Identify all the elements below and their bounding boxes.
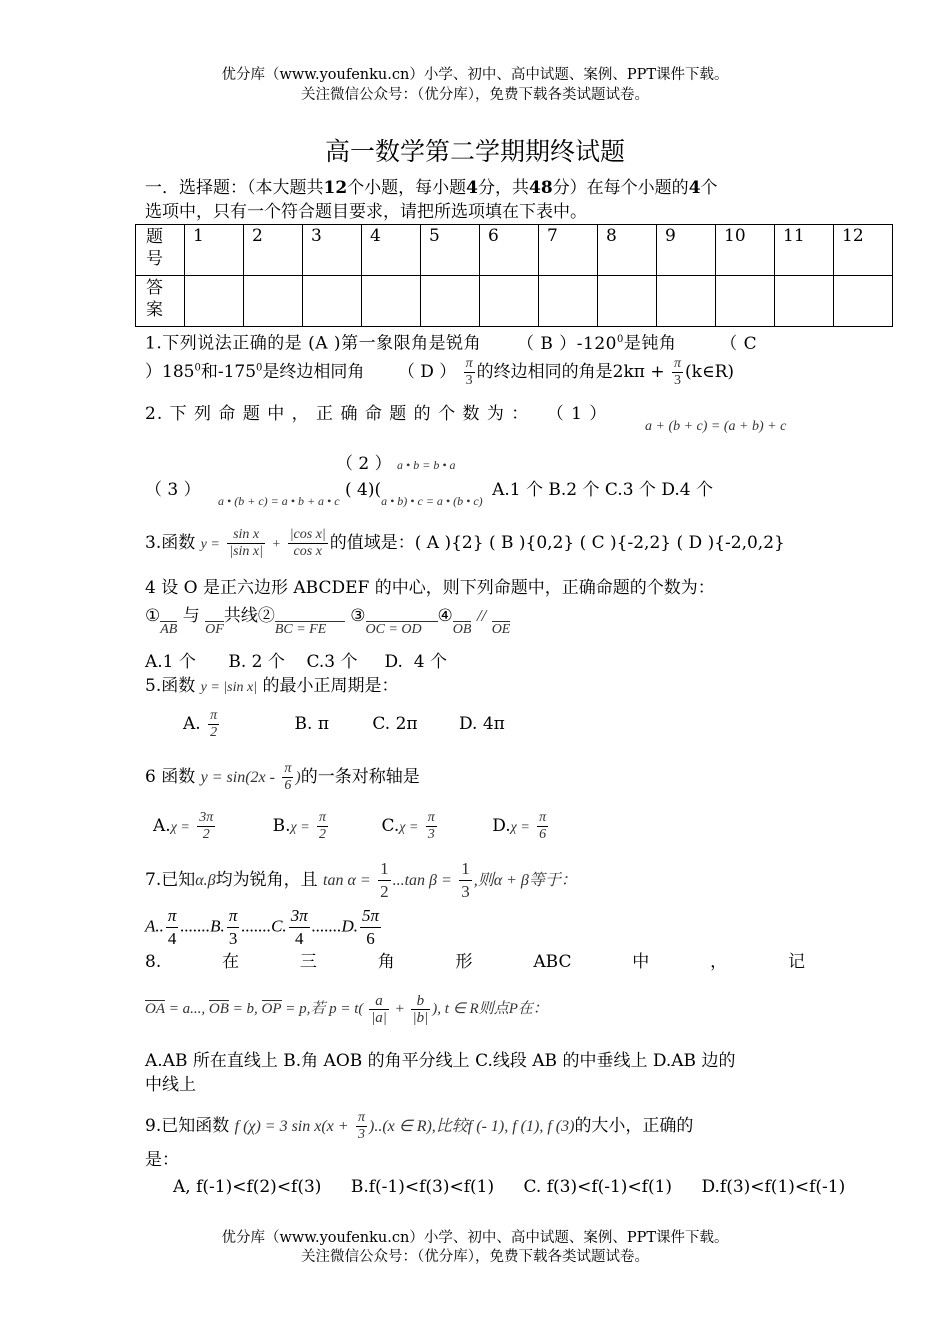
fraction-3pi-over-2: $\frac{3\pi}{2}$ bbox=[199, 810, 214, 842]
question-4-items: ①AB 与 OF共线②BC = FE ③OC = OD④OB // OE bbox=[145, 606, 511, 637]
answer-cell[interactable] bbox=[539, 276, 598, 327]
answer-cell[interactable] bbox=[598, 276, 657, 327]
header-line-2: 关注微信公众号：（优分库），免费下载各类试题试卷。 bbox=[301, 87, 649, 103]
table-cell-number: 6 bbox=[480, 225, 539, 276]
answer-cell[interactable] bbox=[421, 276, 480, 327]
question-2-line-3: （ 3 ） $_{a • (b + c) = a • b + a • c}$ ( $4)(_{a • b) • c = a • (b • c)}$ A.1 个 B.2 个 C.3 个 D.4 个 bbox=[145, 480, 713, 508]
question-9-options: A, f(-1)<f(2)<f(3) B.f(-1)<f(3)<f(1) C. f(3)<f(-1)<f(1) D.f(3)<f(1)<f(-1) bbox=[173, 1177, 846, 1197]
fraction-pi-over-4: $\frac{\pi}{4}$ bbox=[167, 906, 177, 948]
table-header-answer: 答案 bbox=[136, 276, 185, 327]
answer-cell[interactable] bbox=[775, 276, 834, 327]
page-title: 高一数学第二学期期终试题 bbox=[324, 137, 625, 166]
question-8-options-line-2: 中线上 bbox=[145, 1075, 196, 1095]
question-1-line-1: 1.下列说法正确的是 (A )第一象限角是锐角 （ B ）$-120^0$是钝角 （ C bbox=[145, 333, 758, 354]
answer-cell[interactable] bbox=[185, 276, 244, 327]
fraction-pi-over-2: $\frac{\pi}{2}$ bbox=[319, 810, 327, 842]
table-cell-number: 3 bbox=[303, 225, 362, 276]
question-7-options: A.. $\frac{\pi}{4}$ .......B. $\frac{\pi}{3}$ .......C. $\frac{3\pi}{4}$ .......D. $\frac{5\pi}{6}$ bbox=[145, 906, 380, 948]
fraction-5pi-over-6: $\frac{5\pi}{6}$ bbox=[362, 906, 380, 948]
fraction-unit-a: $\frac{a}{|a|}$ bbox=[371, 993, 387, 1026]
question-6-stem: 6 函数 y = sin(2x - $\frac{\pi}{6}$ )的一条对称轴是 bbox=[145, 761, 420, 793]
answer-cell[interactable] bbox=[716, 276, 775, 327]
table-cell-number: 7 bbox=[539, 225, 598, 276]
fraction-pi-over-2: $\frac{\pi}{2}$ bbox=[210, 708, 218, 740]
table-row-answers bbox=[136, 276, 893, 327]
table-cell-number: 4 bbox=[362, 225, 421, 276]
fraction-pi-over-6: $\frac{\pi}{6}$ bbox=[539, 810, 547, 842]
fraction-cos: $\frac{\text{|cos x|}}{\text{cos x}}$ bbox=[289, 527, 326, 559]
table-cell-number: 9 bbox=[657, 225, 716, 276]
question-9-stem: 9.已知函数 f (χ) = 3 sin x(x + $\frac{\pi}{3}$ )..(x ∈ R),比较f (- 1), f (1), f (3)的大小，正确的 bbox=[145, 1110, 694, 1142]
answer-cell[interactable] bbox=[303, 276, 362, 327]
table-cell-number: 2 bbox=[244, 225, 303, 276]
fraction-sin: $\frac{\text{sin x}}{\text{|sin x|}}$ bbox=[229, 527, 263, 559]
question-4-options: A.1 个 B. 2 个 C.3 个 D. 4 个 bbox=[145, 652, 447, 672]
question-6-options: A.χ = $\frac{3\pi}{2}$ B.χ = $\frac{\pi}{2}$ C.χ = $\frac{\pi}{3}$ D.χ = $\frac{\pi}{6}$ bbox=[153, 810, 547, 842]
answer-cell[interactable] bbox=[244, 276, 303, 327]
fraction-unit-b: $\frac{b}{|b|}$ bbox=[412, 993, 429, 1026]
answer-cell[interactable] bbox=[834, 276, 893, 327]
table-cell-number: 1 bbox=[185, 225, 244, 276]
question-2-item-2: （ 2 ） a • b = b • a bbox=[336, 454, 456, 474]
section-instruction-line-2: 选项中，只有一个符合题目要求，请把所选项填在下表中。 bbox=[145, 202, 587, 222]
fraction-pi-over-3: $\frac{\pi}{3}$ bbox=[465, 356, 473, 388]
table-header-number: 题号 bbox=[136, 225, 185, 276]
question-5-options: A. $\frac{\pi}{2}$ B. π C. 2π D. 4π bbox=[183, 708, 505, 740]
table-cell-number: 8 bbox=[598, 225, 657, 276]
question-9-line-2: 是： bbox=[145, 1150, 179, 1170]
table-cell-number: 12 bbox=[834, 225, 893, 276]
answer-table bbox=[135, 224, 893, 327]
answer-cell[interactable] bbox=[480, 276, 539, 327]
fraction-3pi-over-4: $\frac{3\pi}{4}$ bbox=[290, 906, 308, 948]
question-8-stem: 8. 在 三 角 形 ABC 中 ， 记 bbox=[145, 952, 805, 972]
question-8-expression: OA = a..., OB = b, OP = p,若 p = t( $\frac{a}{|a|}$ + $\frac{b}{|b|}$ ), t ∈ R则点P在： bbox=[145, 993, 548, 1026]
question-2-expr-1: a + (b + c) = (a + b) + c bbox=[645, 419, 787, 434]
table-row-numbers bbox=[136, 225, 893, 276]
question-4-stem: 4 设 O 是正六边形 ABCDEF 的中心，则下列命题中，正确命题的个数为： bbox=[145, 578, 715, 598]
fraction-pi-over-3: $\frac{\pi}{3}$ bbox=[357, 1110, 365, 1142]
table-cell-number: 5 bbox=[421, 225, 480, 276]
question-2-stem: 2. 下 列 命 题 中 ， 正 确 命 题 的 个 数 为 ： （ 1 ） bbox=[145, 404, 608, 424]
question-1-line-2: ）$185^0$和$-175^0$是终边相同角 （ D ） $\frac{\pi}{3}$ 的终边相同的角是2kπ + $\frac{\pi}{3}$ (k∈R) bbox=[145, 356, 734, 388]
fraction-one-third: $\frac{1}{3}$ bbox=[461, 859, 470, 901]
table-cell-number: 10 bbox=[716, 225, 775, 276]
question-8-options-line-1: A.AB 所在直线上 B.角 AOB 的角平分线上 C.线段 AB 的中垂线上 D.AB 边的 bbox=[145, 1051, 736, 1071]
fraction-one-half: $\frac{1}{2}$ bbox=[380, 859, 389, 901]
answer-cell[interactable] bbox=[362, 276, 421, 327]
footer-line-1: 优分库（www.youfenku.cn）小学、初中、高中试题、案例、PPT课件下载。 bbox=[221, 1230, 729, 1246]
fraction-pi-over-6: $\frac{\pi}{6}$ bbox=[284, 761, 292, 793]
fraction-pi-over-3: $\frac{\pi}{3}$ bbox=[674, 356, 682, 388]
question-5-stem: 5.函数 y = |sin x| 的最小正周期是： bbox=[145, 676, 399, 696]
section-instruction-line-1: 一．选择题：（本大题共12个小题，每小题4分，共48分）在每个小题的4个 bbox=[145, 178, 718, 198]
header-line-1: 优分库（www.youfenku.cn）小学、初中、高中试题、案例、PPT课件下载。 bbox=[221, 67, 729, 83]
fraction-pi-over-3: $\frac{\pi}{3}$ bbox=[228, 906, 238, 948]
answer-cell[interactable] bbox=[657, 276, 716, 327]
footer-line-2: 关注微信公众号：（优分库），免费下载各类试题试卷。 bbox=[301, 1249, 649, 1265]
table-cell-number: 11 bbox=[775, 225, 834, 276]
fraction-pi-over-3: $\frac{\pi}{3}$ bbox=[427, 810, 435, 842]
question-3: 3.函数 y = $\frac{\text{sin x}}{\text{|sin x|}}$ + $\frac{\text{|cos x|}}{\text{cos x}}$ 的值域是：( A ){2} ( B ){0,2} ( C ){-2,2} ( D ){-2,0,2} bbox=[145, 527, 785, 559]
question-7-stem: 7.已知α.β均为锐角，且 tan α = $\frac{1}{2}$ ...tan β = $\frac{1}{3}$ ,则α + β等于： bbox=[145, 859, 577, 901]
